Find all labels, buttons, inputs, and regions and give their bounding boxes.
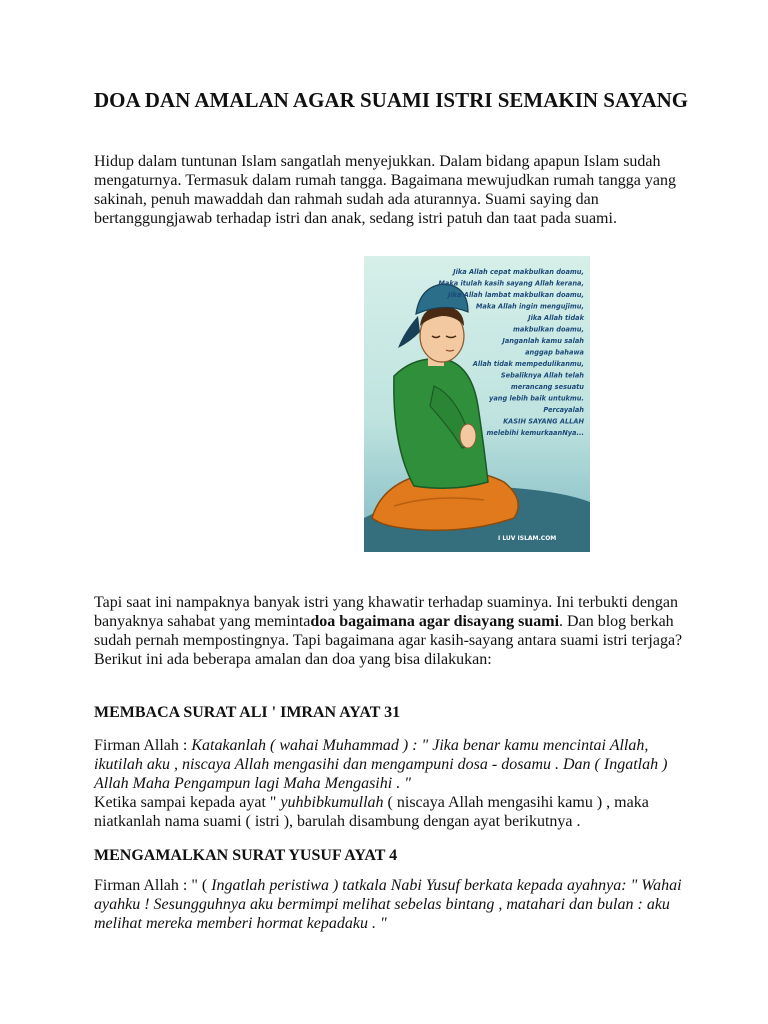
poem-line: Percayalah [543, 406, 584, 414]
illustration-svg [364, 256, 590, 552]
section1-quote: Katakanlah ( wahai Muhammad ) : " Jika benar kamu mencintai Allah, ikutilah aku , niscaya Allah mengasihi dan mengampuni dosa - dosamu . Dan ( Ingatlah ) Allah Maha Pengampun lagi Maha Mengasihi . " [94, 737, 668, 792]
poem-line: Sebaliknya Allah telah [500, 371, 584, 380]
section-heading-yusuf: MENGAMALKAN SURAT YUSUF AYAT 4 [94, 847, 398, 864]
section1-after2: ( niscaya Allah mengasihi kamu ) , maka niatkanlah nama suami ( istri ), barulah disambung dengan ayat berikutnya . [94, 794, 649, 830]
section2-lead: Firman Allah : " ( [94, 877, 212, 894]
poem-line: makbulkan doamu, [513, 325, 584, 334]
poem-line: anggap bahawa [525, 348, 584, 357]
poem-line: yang lebih baik untukmu. [489, 394, 584, 403]
paragraph-2-part1: Tapi saat ini nampaknya banyak istri yang khawatir terhadap suaminya. Ini terbukti dengan banyaknya sahabat yang meminta [94, 594, 679, 630]
poem-line: Janganlah kamu salah [502, 337, 584, 345]
intro-paragraph: Hidup dalam tuntunan Islam sangatlah menyejukkan. Dalam bidang apapun Islam sudah mengaturnya. Termasuk dalam rumah tangga. Bagaimana mewujudkan rumah tangga yang sakinah, penuh mawaddah dan rahmah sudah ada aturannya. Suami saying dan bertanggungjawab terhadap istri dan anak, sedang istri patuh dan taat pada suami. [94, 153, 676, 227]
paragraph-2-part2: . Dan blog berkah sudah pernah mempostingnya. Tapi bagaimana agar kasih-sayang antara suami istri terjaga? Berikut ini ada beberapa amalan dan doa yang bisa dilakukan: [94, 613, 683, 668]
section1-after1: Ketika sampai kepada ayat " [94, 794, 281, 811]
illustration-praying-man [364, 256, 590, 552]
section-ali-imran-body [94, 736, 694, 831]
paragraph-2-link-bold: doa bagaimana agar disayang suami [310, 613, 560, 630]
section1-lead: Firman Allah : [94, 737, 192, 754]
page-title: DOA DAN AMALAN AGAR SUAMI ISTRI SEMAKIN SAYANG [94, 88, 689, 112]
section-heading-ali-imran: MEMBACA SURAT ALI ' IMRAN AYAT 31 [94, 704, 401, 721]
poem-line: Jika Allah tidak [528, 314, 584, 322]
hands [460, 424, 476, 448]
poem-line: Jika Allah lambat makbulkan doamu, [447, 291, 584, 299]
section-yusuf-body [94, 876, 694, 933]
poem-line: merancang sesuatu [510, 383, 584, 391]
poem-line: KASIH SAYANG ALLAH [503, 417, 584, 426]
watermark: I LUV ISLAM.COM [498, 535, 557, 542]
poem-line: Allah tidak mempedulikanmu, [472, 360, 584, 368]
poem-line: Maka Allah ingin mengujimu, [475, 302, 584, 311]
poem-line: Maka itulah kasih sayang Allah kerana, [438, 279, 584, 288]
section1-after-italic: yuhbibkumullah [280, 794, 384, 811]
poem-line: Jika Allah cepat makbulkan doamu, [453, 268, 584, 276]
section2-quote: Ingatlah peristiwa ) tatkala Nabi Yusuf berkata kepada ayahnya: " Wahai ayahku ! Sesungguhnya aku bermimpi melihat sebelas bintang , matahari dan bulan : aku melihat mereka memberi hormat kepadaku . " [94, 877, 682, 932]
paragraph-2 [94, 593, 694, 669]
poem-line: melebihi kemurkaanNya... [486, 429, 584, 437]
